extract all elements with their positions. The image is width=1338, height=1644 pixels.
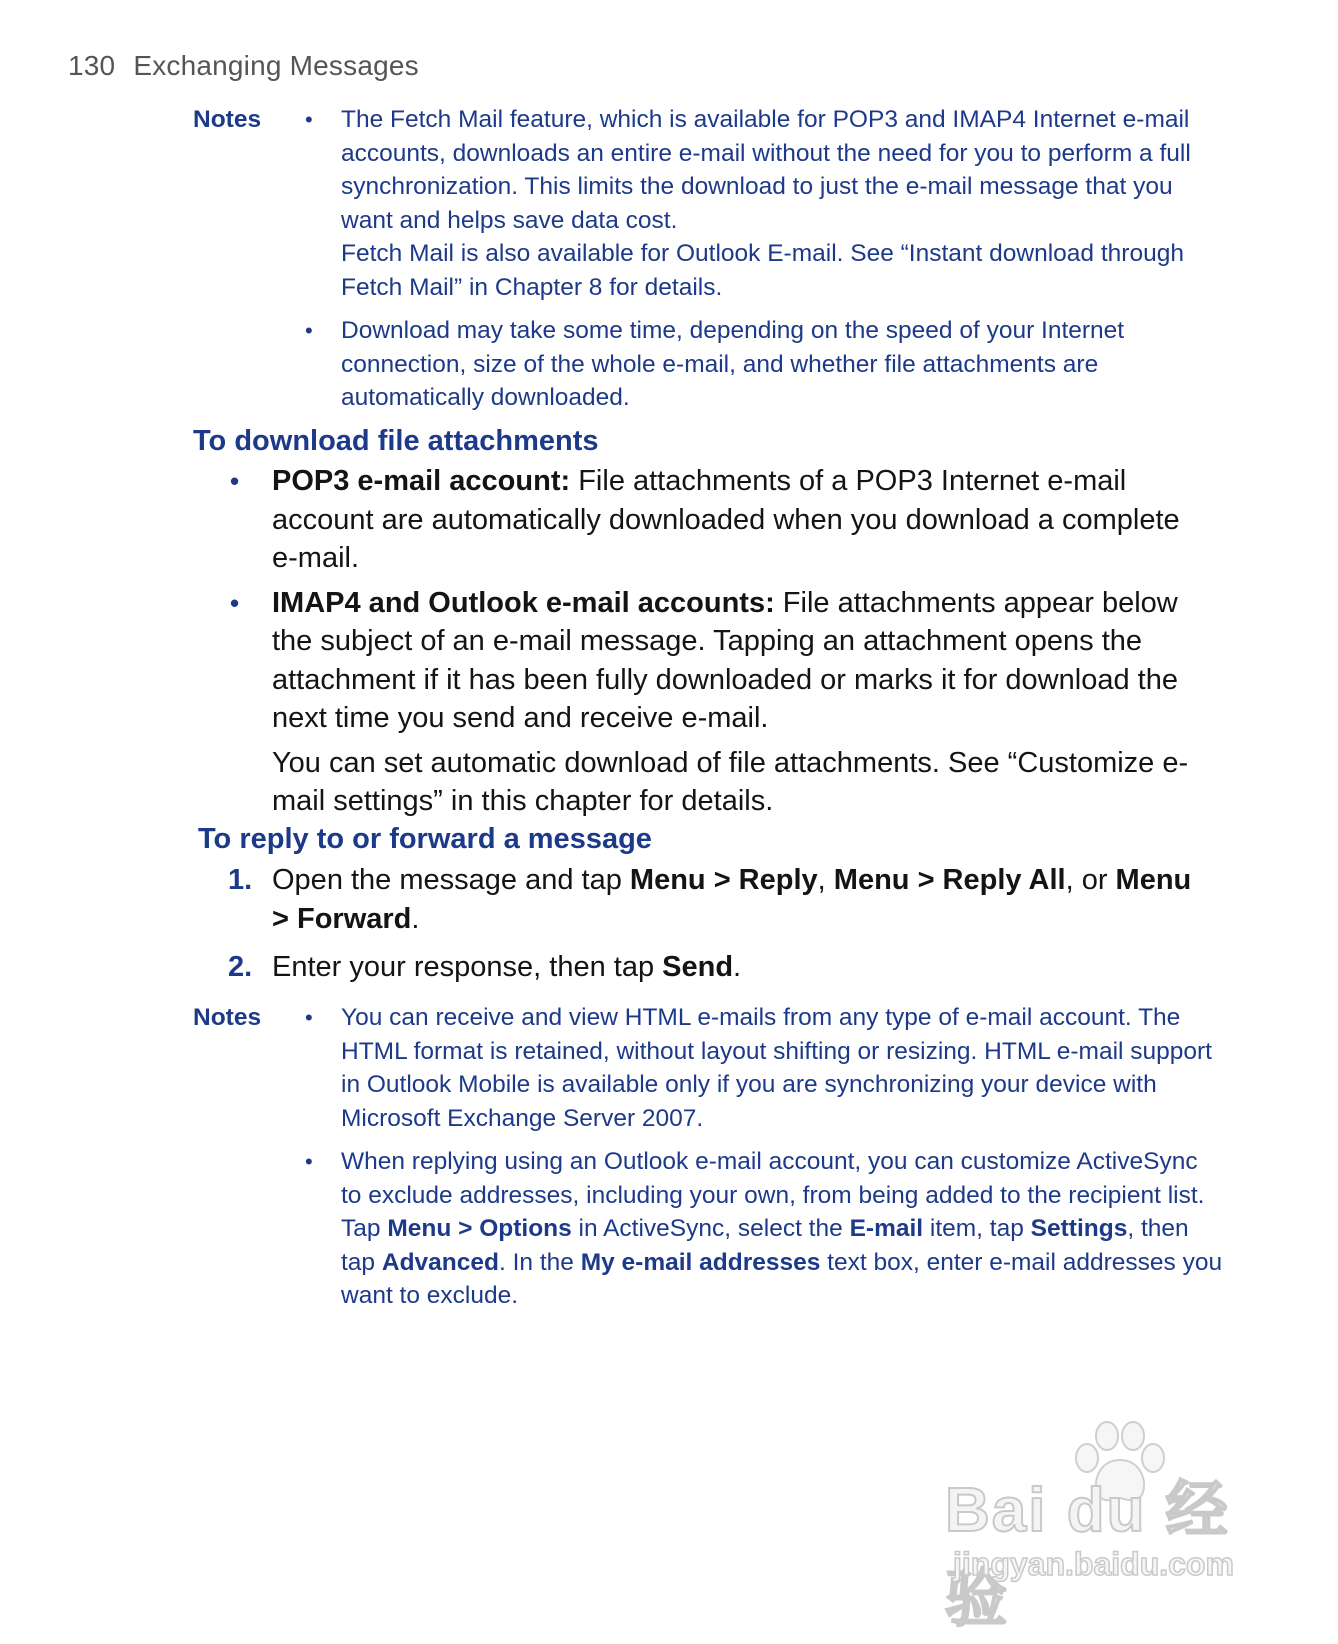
list-item: [228, 584, 1208, 821]
bullet: •: [230, 587, 240, 618]
note-text: Fetch Mail is also available for Outlook E-mail. See “Instant download through Fetch Mail” in Chapter 8 for details.: [341, 240, 1184, 301]
note-item: [305, 1001, 1223, 1135]
download-attachments-list: [228, 462, 1208, 821]
note-text: Download may take some time, depending on the speed of your Internet connection, size of the whole e-mail, and whether file attachments are automatically downloaded.: [341, 317, 1125, 411]
section-heading-download-attachments: To download file attachments: [193, 425, 599, 457]
bullet: •: [305, 1149, 313, 1174]
watermark-url: jingyan.baidu.com: [953, 1546, 1234, 1582]
chapter-title: Exchanging Messages: [133, 50, 419, 81]
step-item: [228, 861, 1208, 938]
note-item: [305, 103, 1223, 304]
reply-forward-steps: [228, 861, 1208, 987]
bullet: •: [305, 1005, 313, 1030]
baidu-jingyan-watermark: [945, 1418, 1265, 1634]
step-number: 2.: [228, 951, 253, 983]
step-text: Open the message and tap Menu > Reply, Menu > Reply All, or Menu > Forward.: [272, 864, 1192, 935]
step-item: [228, 948, 1208, 987]
page-number: 130: [68, 50, 116, 81]
note-text: When replying using an Outlook e-mail account, you can customize ActiveSync to exclude addresses, including your own, from being added to the recipient list. Tap Menu > Options in ActiveSync, select the E-mail item, tap Settings, then tap Advanced. In the My e-mail addresses text box, enter e-mail addresses you want to exclude.: [341, 1148, 1223, 1309]
notes-label: Notes: [193, 106, 262, 133]
bullet: •: [305, 107, 313, 132]
note-item: [305, 1145, 1223, 1313]
section-heading-reply-forward: To reply to or forward a message: [198, 823, 652, 855]
step-number: 1.: [228, 864, 253, 896]
bullet: •: [230, 466, 240, 496]
notes-label: Notes: [193, 1004, 262, 1031]
watermark-logo: Bai du 经验: [945, 1476, 1230, 1634]
list-item-text: POP3 e-mail account: File attachments of a POP3 Internet e-mail account are automatically downloaded when you download a complete e-mail.: [272, 465, 1180, 574]
term: IMAP4 and Outlook e-mail accounts:: [272, 586, 775, 619]
term: POP3 e-mail account:: [272, 465, 571, 497]
list-item: [228, 462, 1208, 578]
notes-block-fetch-mail: [193, 103, 1223, 415]
page-header: [68, 50, 419, 82]
note-text: The Fetch Mail feature, which is available for POP3 and IMAP4 Internet e-mail accounts, downloads an entire e-mail without the need for you to perform a full synchronization. This limits the download to just the e-mail message that you want and helps save data cost.: [341, 106, 1191, 234]
note-item: [305, 314, 1223, 415]
list-item-text: You can set automatic download of file attachments. See “Customize e-mail settings” in this chapter for details.: [272, 746, 1189, 817]
step-text: Enter your response, then tap Send.: [272, 951, 742, 983]
list-item-text: IMAP4 and Outlook e-mail accounts: File attachments appear below the subject of an e-mail message. Tapping an attachment opens the attachment if it has been fully downloaded or marks it for download the next time you send and receive e-mail.: [272, 586, 1178, 734]
bullet: •: [305, 318, 313, 343]
note-text: You can receive and view HTML e-mails from any type of e-mail account. The HTML format is retained, without layout shifting or resizing. HTML e-mail support in Outlook Mobile is available only if you are synchronizing your device with Microsoft Exchange Server 2007.: [341, 1004, 1212, 1132]
notes-block-html-email: [193, 1001, 1223, 1313]
